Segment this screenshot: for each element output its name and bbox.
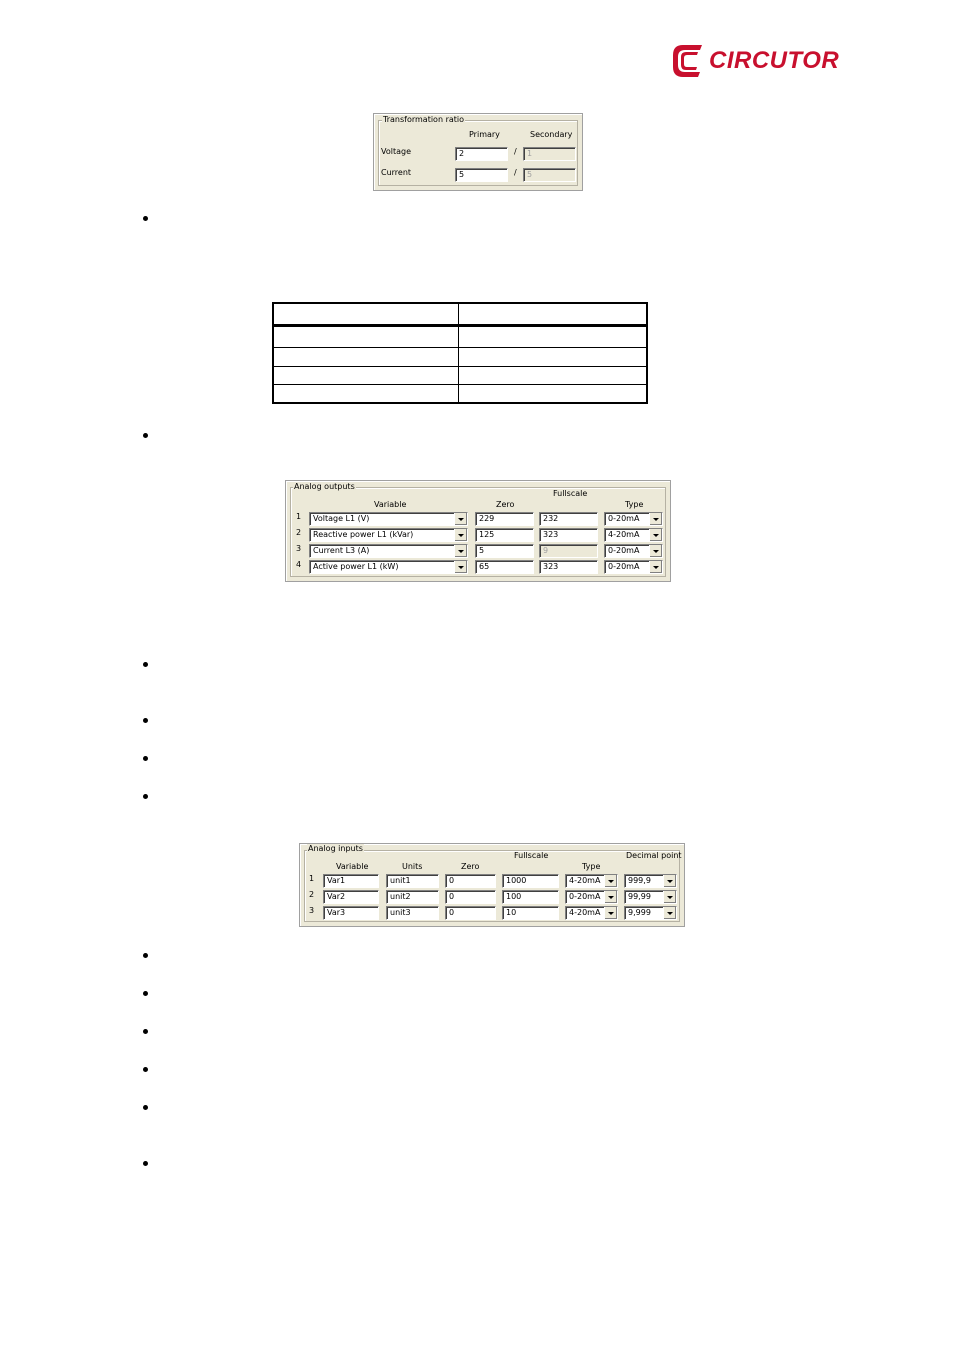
output-variable-select[interactable]	[309, 528, 468, 542]
output-type-select[interactable]	[604, 560, 663, 574]
chevron-down-icon[interactable]	[649, 529, 662, 541]
output-type-value: 0-20mA	[608, 546, 640, 555]
chevron-down-icon[interactable]	[649, 561, 662, 573]
bullet	[143, 1105, 148, 1110]
fullscale-header: Fullscale	[514, 851, 549, 860]
voltage-primary-input[interactable]: 2	[455, 147, 508, 161]
table-row-rule	[274, 366, 646, 367]
output-variable-value: Active power L1 (kW)	[313, 562, 399, 571]
bullet	[143, 1161, 148, 1166]
secondary-header: Secondary	[530, 130, 573, 139]
chevron-down-icon[interactable]	[454, 545, 467, 557]
input-decimal-value: 9,999	[628, 908, 651, 917]
output-row-number: 2	[296, 528, 302, 537]
output-row-number: 4	[296, 560, 302, 569]
chevron-down-icon[interactable]	[454, 513, 467, 525]
chevron-down-icon[interactable]	[604, 907, 617, 919]
data-table	[272, 302, 648, 404]
output-type-value: 4-20mA	[608, 530, 640, 539]
transformation-ratio-panel	[373, 113, 583, 191]
input-decimal-select[interactable]	[624, 874, 677, 888]
bullet	[143, 756, 148, 761]
input-zero-field[interactable]: 0	[445, 874, 496, 888]
output-type-value: 0-20mA	[608, 514, 640, 523]
input-zero-field[interactable]: 0	[445, 890, 496, 904]
output-variable-select[interactable]	[309, 512, 468, 526]
bullet	[143, 794, 148, 799]
output-variable-value: Reactive power L1 (kVar)	[313, 530, 414, 539]
chevron-down-icon[interactable]	[454, 529, 467, 541]
input-row-number: 3	[309, 906, 315, 915]
chevron-down-icon[interactable]	[649, 513, 662, 525]
chevron-down-icon[interactable]	[454, 561, 467, 573]
primary-header: Primary	[469, 130, 500, 139]
input-decimal-value: 999,9	[628, 876, 651, 885]
input-units-field[interactable]: unit3	[386, 906, 439, 920]
type-header: Type	[582, 862, 601, 871]
output-type-select[interactable]	[604, 512, 663, 526]
zero-header: Zero	[461, 862, 480, 871]
bullet	[143, 1029, 148, 1034]
input-fullscale-field[interactable]: 100	[502, 890, 559, 904]
chevron-down-icon[interactable]	[663, 891, 676, 903]
chevron-down-icon[interactable]	[663, 875, 676, 887]
output-type-value: 0-20mA	[608, 562, 640, 571]
output-variable-select[interactable]	[309, 560, 468, 574]
output-zero-input[interactable]: 5	[475, 544, 534, 558]
output-type-select[interactable]	[604, 544, 663, 558]
table-divider	[458, 304, 459, 402]
bullet	[143, 662, 148, 667]
chevron-down-icon[interactable]	[604, 875, 617, 887]
input-row-number: 2	[309, 890, 315, 899]
input-variable-field[interactable]: Var2	[323, 890, 379, 904]
input-units-field[interactable]: unit2	[386, 890, 439, 904]
bullet	[143, 991, 148, 996]
output-zero-input[interactable]: 125	[475, 528, 534, 542]
input-type-select[interactable]	[565, 890, 618, 904]
table-row-rule	[274, 347, 646, 348]
input-variable-field[interactable]: Var1	[323, 874, 379, 888]
analog-inputs-panel	[299, 843, 685, 927]
input-units-field[interactable]: unit1	[386, 874, 439, 888]
bullet	[143, 433, 148, 438]
variable-header: Variable	[374, 500, 407, 509]
table-header-rule	[274, 324, 646, 327]
brand-name: CIRCUTOR	[709, 47, 840, 74]
current-primary-input[interactable]: 5	[455, 168, 508, 182]
input-row-number: 1	[309, 874, 315, 883]
current-secondary-input[interactable]: 5	[523, 168, 576, 182]
input-decimal-value: 99,99	[628, 892, 651, 901]
input-variable-field[interactable]: Var3	[323, 906, 379, 920]
chevron-down-icon[interactable]	[604, 891, 617, 903]
output-fullscale-input[interactable]: 232	[539, 512, 598, 526]
input-decimal-select[interactable]	[624, 906, 677, 920]
table-row-rule	[274, 384, 646, 385]
input-fullscale-field[interactable]: 1000	[502, 874, 559, 888]
output-zero-input[interactable]: 229	[475, 512, 534, 526]
type-header: Type	[625, 500, 644, 509]
variable-header: Variable	[336, 862, 369, 871]
input-type-value: 4-20mA	[569, 908, 601, 917]
output-fullscale-input[interactable]: 323	[539, 528, 598, 542]
transformation-ratio-title: Transformation ratio	[383, 115, 465, 124]
fullscale-header: Fullscale	[553, 489, 588, 498]
units-header: Units	[402, 862, 423, 871]
zero-header: Zero	[496, 500, 515, 509]
input-type-value: 4-20mA	[569, 876, 601, 885]
bullet	[143, 1067, 148, 1072]
input-decimal-select[interactable]	[624, 890, 677, 904]
voltage-secondary-input[interactable]: 1	[523, 147, 576, 161]
output-row-number: 3	[296, 544, 302, 553]
output-variable-value: Current L3 (A)	[313, 546, 370, 555]
circutor-logo	[673, 44, 845, 78]
circutor-logo-icon	[673, 44, 705, 78]
output-variable-select[interactable]	[309, 544, 468, 558]
bullet	[143, 216, 148, 221]
input-type-select[interactable]	[565, 874, 618, 888]
bullet	[143, 718, 148, 723]
voltage-separator: /	[514, 147, 517, 156]
chevron-down-icon[interactable]	[663, 907, 676, 919]
input-fullscale-field[interactable]: 10	[502, 906, 559, 920]
output-fullscale-input[interactable]: 323	[539, 560, 598, 574]
output-row-number: 1	[296, 512, 302, 521]
chevron-down-icon[interactable]	[649, 545, 662, 557]
analog-outputs-panel	[285, 480, 671, 582]
bullet	[143, 953, 148, 958]
output-zero-input[interactable]: 65	[475, 560, 534, 574]
voltage-label: Voltage	[381, 147, 412, 156]
decimal-point-header: Decimal point	[626, 851, 682, 860]
input-type-value: 0-20mA	[569, 892, 601, 901]
input-type-select[interactable]	[565, 906, 618, 920]
output-type-select[interactable]	[604, 528, 663, 542]
output-fullscale-input[interactable]: 9	[539, 544, 598, 558]
current-label: Current	[381, 168, 412, 177]
input-zero-field[interactable]: 0	[445, 906, 496, 920]
analog-inputs-title: Analog inputs	[308, 844, 363, 853]
analog-outputs-title: Analog outputs	[294, 482, 355, 491]
current-separator: /	[514, 168, 517, 177]
output-variable-value: Voltage L1 (V)	[313, 514, 370, 523]
